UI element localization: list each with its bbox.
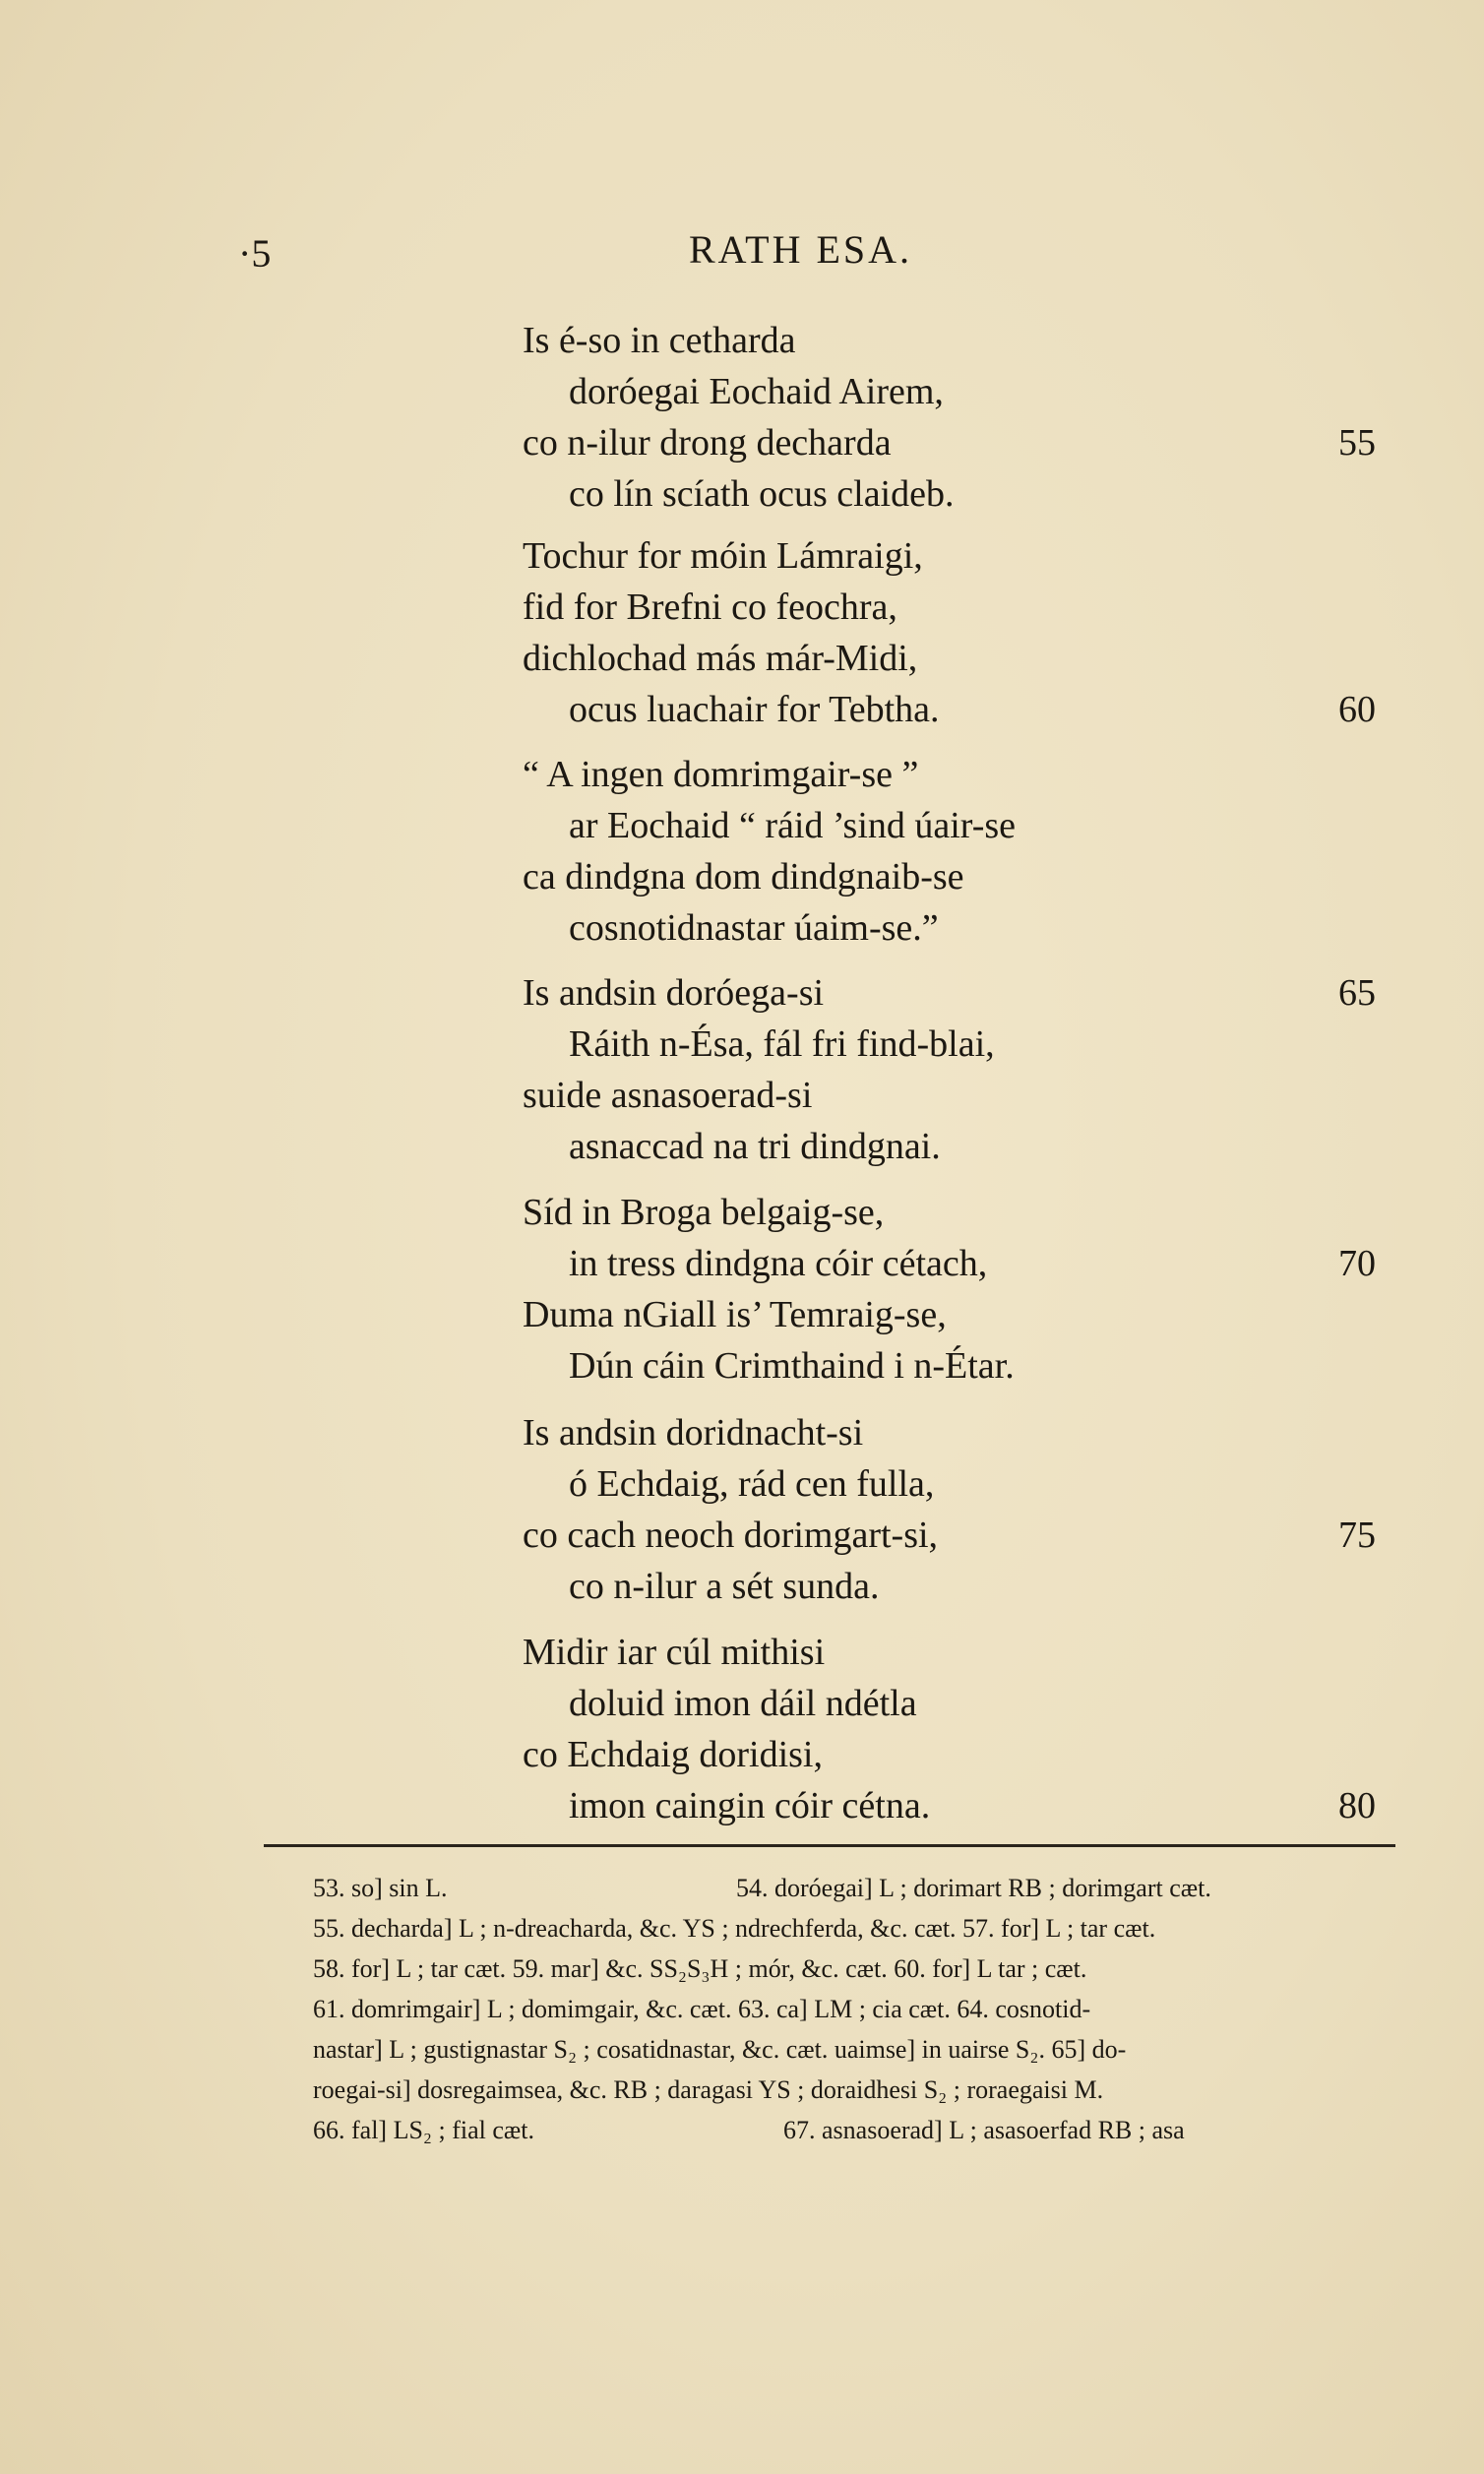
verse-line: Is é-so in cetharda: [523, 320, 796, 361]
verse-line: doróegai Eochaid Airem,: [569, 371, 944, 412]
verse-line: co n-ilur drong decharda: [523, 422, 892, 464]
page-number: ·5: [238, 231, 272, 276]
verse-line: ar Eochaid “ ráid ’sind úair-se: [569, 805, 1016, 846]
line-number: 65: [1338, 972, 1376, 1014]
verse-line: doluid imon dáil ndétla: [569, 1683, 917, 1724]
verse-line: cosnotidnastar úaim-se.”: [569, 907, 939, 949]
running-title: RATH ESA.: [689, 227, 913, 272]
verse-line: ó Echdaig, rád cen fulla,: [569, 1463, 935, 1505]
footnote-line: roegai-si] dosregaimsea, &c. RB ; daragasi YS ; doraidhesi S₂ ; roraegaisi M.: [313, 2075, 1104, 2104]
footnote-rule: [264, 1844, 1395, 1847]
footnote-line: 58. for] L ; tar cæt. 59. mar] &c. SS₂S₃H ; mór, &c. cæt. 60. for] L tar ; cæt.: [313, 1954, 1087, 1983]
verse-line: Is andsin doridnacht-si: [523, 1412, 864, 1453]
line-number: 70: [1338, 1243, 1376, 1284]
verse-line: co cach neoch dorimgart-si,: [523, 1515, 939, 1556]
verse-line: Tochur for móin Lámraigi,: [523, 535, 923, 577]
line-number: 55: [1338, 422, 1376, 464]
verse-line: Dún cáin Crimthaind i n-Étar.: [569, 1345, 1015, 1387]
verse-line: Is andsin doróega-si: [523, 972, 825, 1014]
verse-line: co lín scíath ocus claideb.: [569, 473, 955, 515]
verse-line: ocus luachair for Tebtha.: [569, 689, 940, 730]
verse-line: Ráith n-Ésa, fál fri find-blai,: [569, 1023, 995, 1065]
footnote-entry: 67. asnasoerad] L ; asasoerfad RB ; asa: [783, 2116, 1185, 2144]
verse-line: imon caingin cóir cétna.: [569, 1785, 931, 1826]
line-number: 60: [1338, 689, 1376, 730]
verse-line: suide asnasoerad-si: [523, 1075, 813, 1116]
line-number: 80: [1338, 1785, 1376, 1826]
verse-line: co n-ilur a sét sunda.: [569, 1566, 880, 1607]
verse-line: Duma nGiall is’ Temraig-se,: [523, 1294, 947, 1335]
verse-line: dichlochad más már-Midi,: [523, 638, 918, 679]
footnote-entry: 54. doróegai] L ; dorimart RB ; dorimgart cæt.: [736, 1874, 1211, 1902]
verse-line: co Echdaig doridisi,: [523, 1734, 823, 1775]
verse-line: asnaccad na tri dindgnai.: [569, 1126, 941, 1167]
verse-line: Síd in Broga belgaig-se,: [523, 1192, 885, 1233]
footnote-entry: 53. so] sin L.: [313, 1874, 448, 1902]
verse-line: in tress dindgna cóir cétach,: [569, 1243, 988, 1284]
footnote-line: 55. decharda] L ; n-dreacharda, &c. YS ; ndrechferda, &c. cæt. 57. for] L ; tar cæt.: [313, 1914, 1156, 1943]
verse-line: Midir iar cúl mithisi: [523, 1632, 826, 1673]
footnote-line: nastar] L ; gustignastar S₂ ; cosatidnastar, &c. cæt. uaimse] in uairse S₂. 65] do-: [313, 2035, 1127, 2064]
line-number: 75: [1338, 1515, 1376, 1556]
verse-line: fid for Brefni co feochra,: [523, 587, 897, 628]
verse-line: ca dindgna dom dindgnaib-se: [523, 856, 964, 897]
page-header: [0, 224, 1484, 283]
footnote-line: 61. domrimgair] L ; domimgair, &c. cæt. 63. ca] LM ; cia cæt. 64. cosnotid-: [313, 1995, 1091, 2023]
footnote-entry: 66. fal] LS₂ ; fial cæt.: [313, 2116, 534, 2144]
verse-line: “ A ingen domrimgair-se ”: [523, 754, 919, 795]
